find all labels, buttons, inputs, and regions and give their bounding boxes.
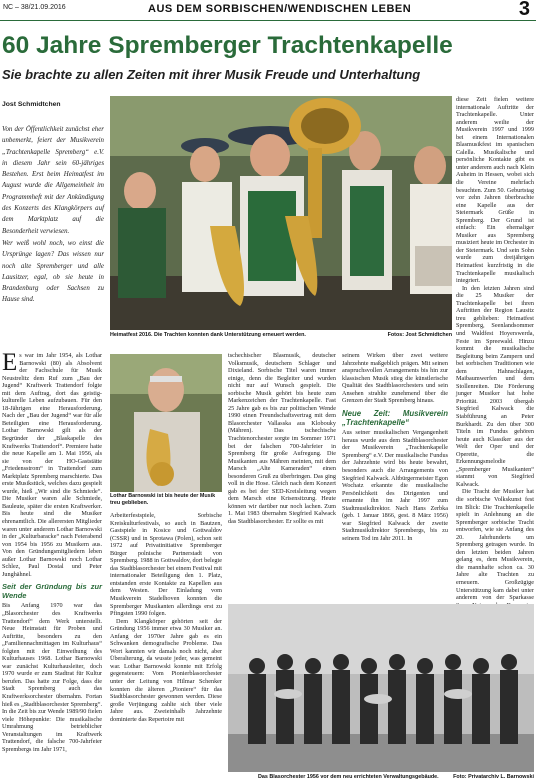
right-paragraph-1: diese Zeit fielen weitere internationale Auftritte der Trachtenkapelle. Unter anderem weilte der Musikverein 1997 und 1999 bei einem Internationalen Blasmusikfest im spanischen Calella. Musikalische und persönliche Kontakte gibt es unter anderem auch nach Klein Auheim in Hessen, wobei sich die Vereine mehrfach besuchten. Zum 50. Geburtstag vor zehn Jahren überbrachte eine Kapelle aus der Steiermark Grüße in Spremberg. Der Grund ist einfach: Ein ehemaliger Musiker aus Spremberg musiziert heute im Orchester in der Steiermark. Und sein Sohn wurde zum dreijährigen Heimatfest kurzfristig in die Trachtenkapelle musikalisch integriert. (456, 96, 535, 285)
intro-paragraph-1: Von der Öffentlichkeit zunächst eher unbemerkt, feiert der Musikverein „Trachtenkapelle Spremberg“ e.V. in diesem Jahr sein 60-jähriges Bestehen. Erst beim Heimatfest im August wurde die Allgemeinheit im Programmheft mit der Ankündigung des Konzerts des Klangkörpers auf dem Marktplatz auf die Besonderheit verwiesen. (2, 126, 104, 235)
column-1-subtitle: Seit der Gründung bis zur Wende (2, 582, 102, 601)
right-column (456, 96, 534, 692)
column-4-paragraph-1: seinem Wirken über zwei weitere Jahrzehnte maßgeblich prägen. Mit seinen anspruchsvollen Arrangements bis hin zur klassischen Musik stieg die künstlerische Qualität des Stadtblasorchesters und sein Ansehen strahlte zunehmend über die Grenzen der Stadt Spremberg hinaus. (342, 352, 448, 405)
article-headline: 60 Jahre Spremberger Trachtenkapelle (2, 32, 453, 59)
column-3-paragraph-1: tschechischer Blasmusik, deutscher Volksmusik, deutschem Schlager und Dixieland. Sorbische Titel waren immer einige, denn die Begleiter und wurden nicht nur auf Wunsch gespielt. Die sorbische Musik gehört bis heute zum Markenzeichen der Trachtenkapelle. Fast 25 Jahre gab es bis zur politischen Wende 1990 einen Freundschaftsvertrag mit dem Blasorchester Vallasska aus Klobouky (Mähren). Das tschechische Trachtenorchester sorgte im Sommer 1971 bei der falschen 700-Jahrfeier in Spremberg für große Aufregung. Die Musikanten aus Mähren meinten, mit dem Marsch „Alte Kameraden“ einen besonderen Gruß zu überbringen. Das ging voll in die Hose. Gleich nach dem Konzert gab es bei der SED-Kreisleitung wegen dem Marsch eine Krisensitzung. Heute können wir darüber nur noch lachen. Zum 1. Mai 1983 übernahm Siegfried Kalwack das Stadtblasorchester. Er sollte es mit (228, 352, 336, 526)
main-photo-caption: Heimatfest 2016. Die Trachten konnten dank Unterstützung erneuert werden. (110, 332, 306, 338)
column-1-paragraph-1: s war im Jahr 1954, als Lothar Barnowski (80) als Absolvent der Fachschule für Musik Neustrelitz dem Ruf zum „Bau der Jugend“ Kraftwerk Trattendorf folgte mit dem Auftrag, dort das geistig-kulturelle Leben aufzubauen. Für den 18-Jährigen eine Herausforderung. Nach der „Bau der Jugend“ war für alle Beteiligten eine Herausforderung. Lothar Barnowski gilt als der Begründer der „Blaskapelle des Kraftwerks Trattendorf“. Premiere hatte die neue Kapelle am 1. Mai 1956, als sie von der HO-Gaststätte „Friedensstrom“ in Trattendorf zum Marktplatz Spremberg marschierte. Das erste Musikstück, welches dazu gespielt wurde, hieß „Wir sind die Schmiede“. Die Musiker waren alle Schmiede, Bauleute, später die ersten Kraftwerker. Bis heute sind die Musiker ehrenamtlich. Die allerersten Mitglieder waren unter anderem Lothar Barnowski in der „Kulturbaracke“ nach Feierabend von 1954 bis 1956 zu Musikern aus. Von den Gründungsmitgliedern leben außer Lothar Barnowski noch Lothar Schlez, Paul Dostal und Peter Junghähnel. (2, 352, 102, 578)
article-subheadline: Sie brachte zu allen Zeiten mit ihrer Musik Freude und Unterhaltung (2, 67, 421, 82)
column-3 (228, 352, 336, 526)
bottom-photo-credit: Foto: Privatarchiv L. Barnowski (453, 774, 534, 780)
portrait-photo-caption: Lothar Barnowski ist bis heute der Musik treu geblieben. (110, 493, 216, 506)
column-2-paragraph-1: Arbeiterfestspiele, Sorbische Kreiskulturfestivals, so auch in Bautzen, Gastspiele in Kosice und Gottwaldov (CSSR) und in Sprotawa (Polen), schon seit 1972 auf Privatinitiative Spremberger Bürger polnische Partnerstadt von Spremberg. 1988 in Gottwaldov, dort belegte das Stadtblasorchester bei einem Festival mit internationaler Beteiligung den 1. Platz, entstanden erste Kontakte zu Kapellen aus dem Westen. Der Einladung vom Musikverein Stadelhoven konnten die Spremberger Musikanten allerdings erst zu Pfingsten 1990 folgen. (110, 512, 222, 618)
column-4-paragraph-2: Aus seiner musikalischen Vergangenheit heraus wurde aus dem Stadtblasorchester der Musikverein „Trachtenkapelle Spremberg“ e.V. Der musikalische Fundus der Jahrzehnte wird bis heute bewahrt, besonders auch die Arrangements von Siegfried Kalwack. Altbürgermeister Egon Wochatz erkannte die musikalische Persönlichkeit des Dirigenten und ernannte ihn im Jahr 1997 zum Stadtmusikdirektor. Nach Hans Zerbka (geb. 1 Januar 1866, gest. 8 März 1956) war Siegfried Kalwack der zweite Stadtmusikdirektor Sprembergs, bis zu seinem Tod im Jahr 2011. In (342, 429, 448, 542)
byline: Jost Schmidtchen (2, 101, 61, 108)
bottom-photo (228, 604, 534, 772)
column-2-paragraph-2: Dem Klangkörper gehörten seit der Gründung 1956 immer etwa 30 Musiker an. Anfang der 1970er Jahre gab es ein Schwanken demografische Probleme. Das Wort kannten wir damals noch nicht, aber Überalterung, da wusste jeder, was gemeint war. Lothar Barnowski konnte mit Erfolg gegensteuern: Vom Pionierblasorchester unter der Leitung von Hilmar Schenker konnten die älteren „Pioniere“ für das Stadtblasorchester gewonnen werden. Diese große Verjüngung zahlte sich über viele Jahre aus. Zweieinhalb Jahrzehnte dominierte das Repertoire mit (110, 617, 222, 723)
issue-label: NC – 38/21.09.2016 (3, 4, 66, 11)
column-1 (2, 349, 102, 753)
right-paragraph-3: Die Tracht der Musiker hat die sorbische Volkskunst fest im Blick: Die Trachtenkapelle spielt in Anlehnung an die Spremberger sorbische Tracht entworfen, wie sie Anfang des 20. Jahrhunderts um Spremberg getragen wurde. In den letzten beiden Jahren gelang es, dem Musikverein, die mannhafte schon ca. 30 Jahre alte Trachten zu erneuern. Großzügige Unterstützung kam dabei unter anderem von der Sparkasse (456, 488, 534, 602)
intro-text (2, 124, 104, 307)
intro-paragraph-2: Wer weiß wohl noch, wo einst die Ursprünge lagen? Das wissen nur noch alte Spremberger und alle Lausitzer, egal, ob sie heute in Brandenburg oder Sachsen zu Hause sind. (2, 239, 104, 304)
main-photo-credit: Fotos: Jost Schmidtchen (387, 332, 452, 338)
main-photo (110, 96, 452, 330)
page-header (0, 0, 536, 21)
bottom-photo-caption: Das Blasorchester 1956 vor dem neu errichteten Verwaltungsgebäude. (258, 774, 439, 780)
page-number: 3 (518, 0, 530, 20)
drop-cap: E (2, 349, 18, 376)
column-4-subtitle: Neue Zeit: Musikverein „Trachtenkapelle“ (342, 408, 448, 428)
portrait-photo (110, 354, 222, 492)
column-4 (342, 352, 448, 542)
column-2 (110, 512, 222, 723)
section-title: AUS DEM SORBISCHEN/WENDISCHEN LEBEN (148, 3, 412, 15)
column-1-paragraph-2: Bis Anfang 1970 war das „Blasorchester des Kraftwerks Trattendorf“ dem Werk unterstellt. Neue Heimstatt für Proben und Auftritte, besonders zu den „Familiennachmittagen im Kulturhaus“ folgten mit der Einweihung des Kulturhauses 1968. Lothar Barnowski war zunächst Kulturhausleiter, doch 1970 wurde er zum Stadtrat für Kultur berufen. Das hatte zur Folge, dass die Stadt Spremberg auch das Kraftwerksorchester übernahm. Fortan hieß es „Stadtblasorchester Spremberg“. In die Zeit bis zur Wende 1989/90 fielen viele Höhepunkte: Die musikalische Umrahmung betrieblicher Veranstaltungen im Kraftwerk Trattendorf, die falsche 700-Jahrfeier Sprembergs im Jahr 1971, (2, 602, 102, 753)
right-paragraph-2: In den letzten Jahren sind die 25 Musiker der Trachtenkapelle bei ihren Auftritten der Region Lausitz treu geblieben: Heimatfest Spremberg, Seenlandsommer und Waldfest Hoyerswerda, Feste im Spreewald. Hinzu kommt die musikalische Begleitung beim Zampern und bei sorbischen Traditionen wie dem Hahnschlagen, Maibaumwerfen und dem Stollenreiten. Die Förderung junger Musiker hat hohe Priorität. 2003 übergab Siegfried Kalwack die Stabführung an Peter Burkhardt. Zu den über 300 Titeln im Fundus gehören heute auch Klassiker aus der Welt der Oper und der Operette, die Erkennungsmelodie „Spremberger Musikanten“ stammt von Siegfried Kalwack. (456, 284, 534, 488)
